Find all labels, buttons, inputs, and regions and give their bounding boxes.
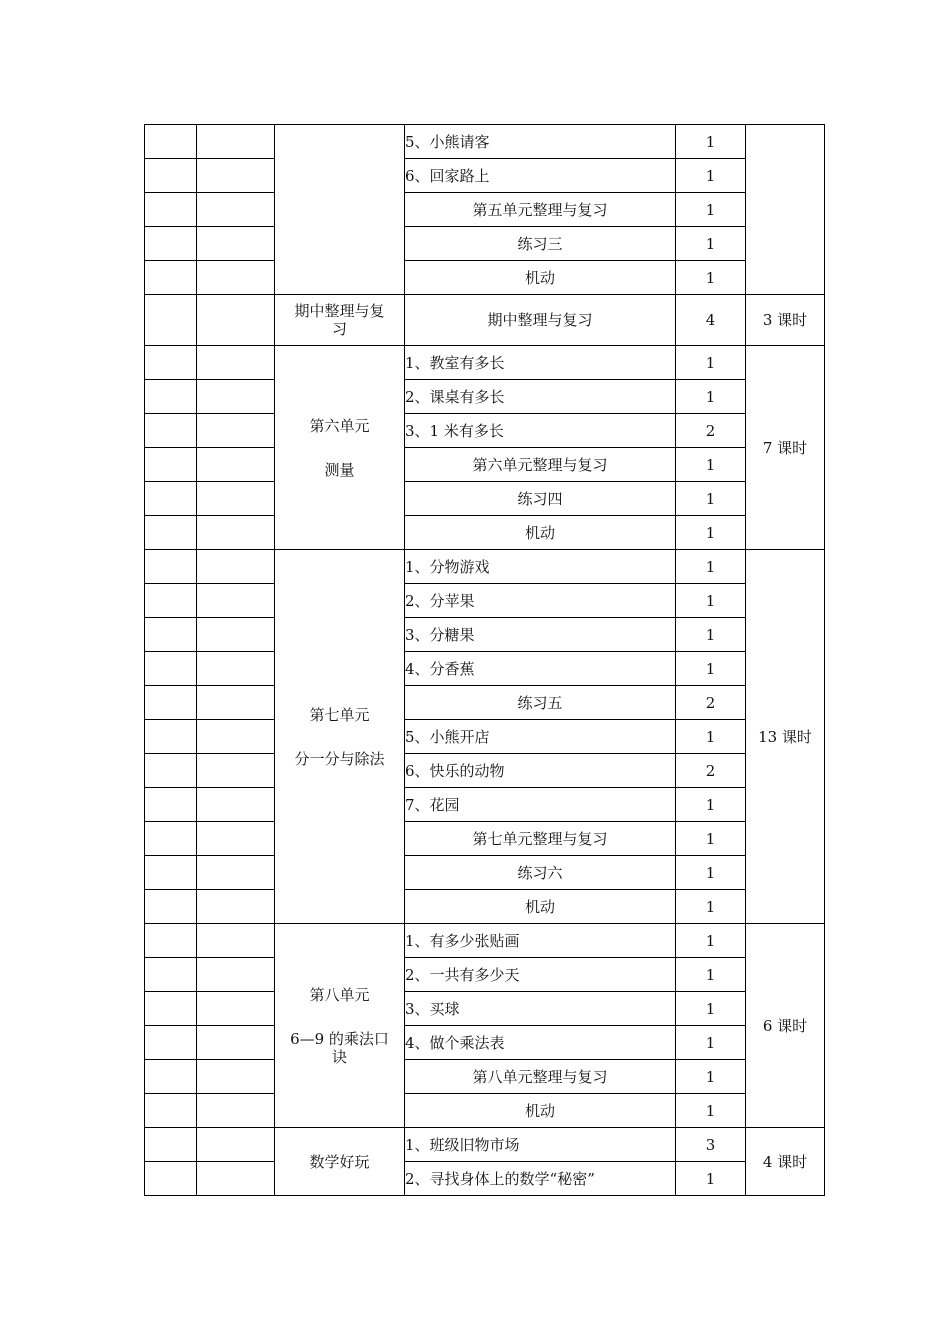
week-cell (145, 686, 197, 720)
hours-cell: 3 (676, 1128, 746, 1162)
date-cell (197, 890, 275, 924)
table-row (145, 652, 825, 686)
table-row (145, 516, 825, 550)
week-cell (145, 159, 197, 193)
hours-cell: 1 (676, 516, 746, 550)
table-row (145, 482, 825, 516)
lesson-cell: 第五单元整理与复习 (405, 193, 676, 227)
unit-title-line: 习 (331, 320, 347, 338)
unit-title-line: 分一分与除法 (294, 749, 385, 768)
table-row (145, 924, 825, 958)
lesson-cell: 1、班级旧物市场 (405, 1128, 676, 1162)
table-row (145, 822, 825, 856)
unit-title-line: 6—9 的乘法口 (290, 1029, 389, 1048)
table-row (145, 1128, 825, 1162)
hours-cell: 1 (676, 1162, 746, 1196)
lesson-cell: 1、有多少张贴画 (405, 924, 676, 958)
hours-cell: 1 (676, 618, 746, 652)
lesson-cell: 3、分糖果 (405, 618, 676, 652)
date-cell (197, 193, 275, 227)
unit-total-hours-cell (746, 125, 825, 295)
week-cell (145, 550, 197, 584)
week-cell (145, 448, 197, 482)
week-cell (145, 125, 197, 159)
lesson-cell: 机动 (405, 1094, 676, 1128)
hours-cell: 2 (676, 414, 746, 448)
table-row (145, 414, 825, 448)
date-cell (197, 1094, 275, 1128)
date-cell (197, 652, 275, 686)
hours-cell: 1 (676, 159, 746, 193)
lesson-cell: 第七单元整理与复习 (405, 822, 676, 856)
unit-total-hours-cell: 6 课时 (746, 924, 825, 1128)
hours-cell: 2 (676, 754, 746, 788)
date-cell (197, 261, 275, 295)
date-cell (197, 550, 275, 584)
date-cell (197, 1128, 275, 1162)
hours-cell: 1 (676, 788, 746, 822)
unit-total-hours-cell: 3 课时 (746, 295, 825, 346)
lesson-cell: 2、寻找身体上的数学“秘密” (405, 1162, 676, 1196)
week-cell (145, 584, 197, 618)
hours-cell: 1 (676, 482, 746, 516)
unit-cell (275, 924, 405, 1128)
date-cell (197, 1162, 275, 1196)
date-cell (197, 686, 275, 720)
date-cell (197, 1026, 275, 1060)
lesson-cell: 期中整理与复习 (405, 295, 676, 346)
table-row (145, 125, 825, 159)
date-cell (197, 125, 275, 159)
hours-cell: 1 (676, 652, 746, 686)
hours-cell: 1 (676, 924, 746, 958)
lesson-cell: 6、快乐的动物 (405, 754, 676, 788)
table-row (145, 720, 825, 754)
hours-cell: 1 (676, 193, 746, 227)
week-cell (145, 1128, 197, 1162)
date-cell (197, 295, 275, 346)
hours-cell: 1 (676, 1094, 746, 1128)
week-cell (145, 720, 197, 754)
lesson-cell: 4、分香蕉 (405, 652, 676, 686)
date-cell (197, 992, 275, 1026)
week-cell (145, 958, 197, 992)
hours-cell: 1 (676, 550, 746, 584)
unit-line-gap (275, 1004, 404, 1030)
table-row (145, 1162, 825, 1196)
date-cell (197, 159, 275, 193)
table-row (145, 754, 825, 788)
date-cell (197, 822, 275, 856)
unit-total-hours-cell: 4 课时 (746, 1128, 825, 1196)
week-cell (145, 1026, 197, 1060)
unit-cell (275, 550, 405, 924)
hours-cell: 1 (676, 992, 746, 1026)
lesson-cell: 3、买球 (405, 992, 676, 1026)
date-cell (197, 1060, 275, 1094)
lesson-cell: 第八单元整理与复习 (405, 1060, 676, 1094)
week-cell (145, 1162, 197, 1196)
table-row (145, 295, 825, 346)
lesson-cell: 机动 (405, 516, 676, 550)
week-cell (145, 295, 197, 346)
hours-cell: 4 (676, 295, 746, 346)
lesson-cell: 6、回家路上 (405, 159, 676, 193)
lesson-cell: 机动 (405, 890, 676, 924)
table-row (145, 346, 825, 380)
date-cell (197, 584, 275, 618)
unit-title-line: 第六单元 (309, 416, 370, 435)
unit-total-hours-cell: 7 课时 (746, 346, 825, 550)
table-row (145, 193, 825, 227)
week-cell (145, 261, 197, 295)
lesson-cell: 第六单元整理与复习 (405, 448, 676, 482)
lesson-cell: 2、课桌有多长 (405, 380, 676, 414)
date-cell (197, 516, 275, 550)
date-cell (197, 618, 275, 652)
table-row (145, 1026, 825, 1060)
date-cell (197, 856, 275, 890)
week-cell (145, 890, 197, 924)
hours-cell: 1 (676, 1026, 746, 1060)
schedule-table (144, 124, 825, 1196)
table-row (145, 261, 825, 295)
hours-cell: 1 (676, 125, 746, 159)
hours-cell: 1 (676, 380, 746, 414)
unit-cell (275, 346, 405, 550)
table-row (145, 1094, 825, 1128)
table-row (145, 159, 825, 193)
hours-cell: 1 (676, 448, 746, 482)
date-cell (197, 414, 275, 448)
lesson-cell: 4、做个乘法表 (405, 1026, 676, 1060)
week-cell (145, 754, 197, 788)
date-cell (197, 788, 275, 822)
unit-total-hours-cell: 13 课时 (746, 550, 825, 924)
hours-cell: 1 (676, 1060, 746, 1094)
hours-cell: 1 (676, 261, 746, 295)
table-row (145, 856, 825, 890)
unit-title-line: 期中整理与复 (294, 302, 385, 320)
table-row (145, 890, 825, 924)
week-cell (145, 1060, 197, 1094)
date-cell (197, 227, 275, 261)
week-cell (145, 227, 197, 261)
table-row (145, 584, 825, 618)
date-cell (197, 346, 275, 380)
week-cell (145, 992, 197, 1026)
week-cell (145, 618, 197, 652)
schedule-body (145, 125, 825, 1196)
date-cell (197, 924, 275, 958)
table-row (145, 788, 825, 822)
unit-title-line: 数学好玩 (309, 1152, 370, 1171)
hours-cell: 1 (676, 227, 746, 261)
week-cell (145, 380, 197, 414)
lesson-cell: 机动 (405, 261, 676, 295)
week-cell (145, 346, 197, 380)
unit-line-gap (275, 435, 404, 461)
lesson-cell: 练习三 (405, 227, 676, 261)
lesson-cell: 练习四 (405, 482, 676, 516)
date-cell (197, 754, 275, 788)
hours-cell: 1 (676, 890, 746, 924)
hours-cell: 1 (676, 584, 746, 618)
lesson-cell: 2、一共有多少天 (405, 958, 676, 992)
week-cell (145, 1094, 197, 1128)
week-cell (145, 516, 197, 550)
unit-cell (275, 125, 405, 295)
table-row (145, 1060, 825, 1094)
unit-cell (275, 1128, 405, 1196)
table-row (145, 618, 825, 652)
week-cell (145, 788, 197, 822)
week-cell (145, 822, 197, 856)
table-row (145, 686, 825, 720)
date-cell (197, 482, 275, 516)
hours-cell: 1 (676, 822, 746, 856)
lesson-cell: 7、花园 (405, 788, 676, 822)
table-row (145, 227, 825, 261)
lesson-cell: 3、1 米有多长 (405, 414, 676, 448)
lesson-cell: 1、教室有多长 (405, 346, 676, 380)
hours-cell: 1 (676, 958, 746, 992)
lesson-cell: 5、小熊请客 (405, 125, 676, 159)
week-cell (145, 924, 197, 958)
lesson-cell: 练习五 (405, 686, 676, 720)
week-cell (145, 193, 197, 227)
table-row (145, 448, 825, 482)
unit-title-line: 第八单元 (309, 985, 370, 1004)
table-row (145, 958, 825, 992)
lesson-cell: 练习六 (405, 856, 676, 890)
date-cell (197, 958, 275, 992)
unit-title-line: 测量 (324, 460, 355, 479)
week-cell (145, 652, 197, 686)
unit-cell (275, 295, 405, 346)
unit-title-line: 诀 (331, 1047, 347, 1066)
unit-title-line: 第七单元 (309, 705, 370, 724)
hours-cell: 2 (676, 686, 746, 720)
week-cell (145, 482, 197, 516)
lesson-cell: 5、小熊开店 (405, 720, 676, 754)
table-row (145, 380, 825, 414)
hours-cell: 1 (676, 346, 746, 380)
table-row (145, 550, 825, 584)
hours-cell: 1 (676, 856, 746, 890)
week-cell (145, 414, 197, 448)
lesson-cell: 1、分物游戏 (405, 550, 676, 584)
hours-cell: 1 (676, 720, 746, 754)
table-row (145, 992, 825, 1026)
lesson-cell: 2、分苹果 (405, 584, 676, 618)
date-cell (197, 448, 275, 482)
unit-line-gap (275, 724, 404, 750)
date-cell (197, 720, 275, 754)
week-cell (145, 856, 197, 890)
date-cell (197, 380, 275, 414)
